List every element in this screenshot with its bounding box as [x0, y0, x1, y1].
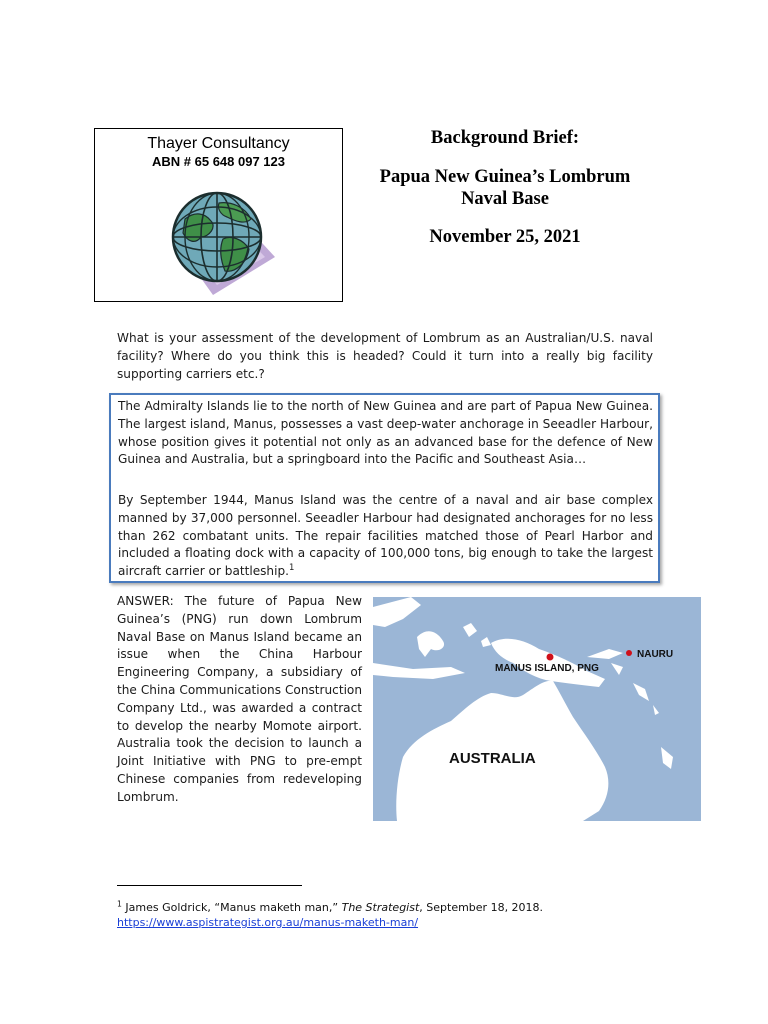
abn-number: ABN # 65 648 097 123	[152, 154, 285, 169]
manus-marker	[547, 654, 554, 661]
footnote-link[interactable]: https://www.aspistrategist.org.au/manus-maketh-man/	[117, 916, 419, 929]
region-map	[373, 597, 701, 821]
nauru-label: NAURU	[637, 649, 674, 660]
title-line-1: Papua New Guinea’s Lombrum	[379, 167, 631, 187]
nauru-marker	[626, 650, 632, 656]
footnote-date: , September 18, 2018.	[419, 901, 544, 914]
title-line-2: Naval Base	[461, 189, 549, 209]
company-name: Thayer Consultancy	[147, 135, 290, 152]
footnote-reference[interactable]: 1	[288, 562, 295, 573]
manus-label: MANUS ISLAND, PNG	[495, 663, 599, 674]
question-paragraph: What is your assessment of the development of Lombrum as an Australian/U.S. naval facility? Where do you think this is headed? Could it turn into a really big facility supporting carriers etc.?	[117, 331, 653, 381]
answer-paragraph	[117, 593, 362, 807]
brief-label: Background Brief:	[430, 128, 580, 148]
answer-text: The future of Papua New Guinea’s (PNG) run down Lombrum Naval Base on Manus Island became an issue when the China Harbour Engineering Company, a subsidiary of the China Communications Construction Company Ltd., was awarded a contract to develop the nearby Momote airport. Australia took the decision to launch a Joint Initiative with PNG to pre-empt Chinese companies from redeveloping Lombrum.	[117, 594, 362, 804]
quote-paragraph-2	[118, 492, 653, 581]
logo-box	[94, 128, 343, 302]
footnote-publication: The Strategist	[341, 901, 420, 914]
footnote-author: James Goldrick, “Manus maketh man,”	[125, 901, 339, 914]
footnote-rule	[117, 885, 302, 886]
brief-date: November 25, 2021	[429, 227, 581, 247]
quote-paragraph-1: The Admiralty Islands lie to the north of New Guinea and are part of Papua New Guinea. The largest island, Manus, possesses a vast deep-water anchorage in Seeadler Harbour, whose position gives it potential not only as an advanced base for the defence of New Guinea and Australia, but a springboard into the Pacific and Southeast Asia…	[118, 399, 653, 467]
answer-lead: ANSWER:	[117, 594, 174, 608]
footnote-number: 1	[117, 899, 122, 909]
quote-paragraph-2-text: By September 1944, Manus Island was the centre of a naval and air base complex manned by 37,000 personnel. Seeadler Harbour had designated anchorages for no less than 262 combatant units. The repair facilities matched those of Pearl Harbor and included a floating dock with a capacity of 100,000 tons, big enough to take the largest aircraft carrier or battleship.	[118, 493, 653, 579]
footnote	[117, 900, 677, 930]
quote-box	[109, 393, 660, 583]
australia-label: AUSTRALIA	[449, 750, 536, 767]
globe-icon	[165, 187, 280, 297]
